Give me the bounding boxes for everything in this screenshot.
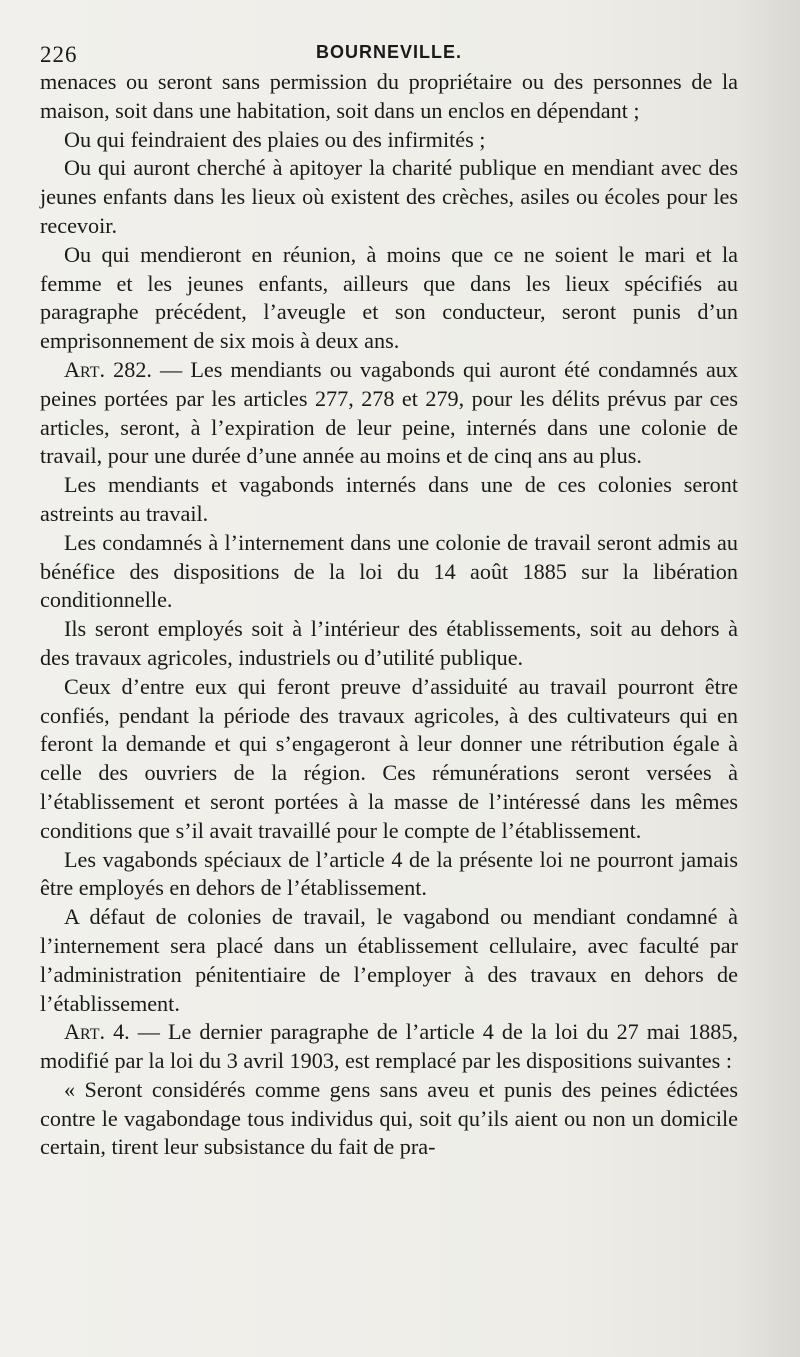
paragraph (40, 154, 738, 240)
paragraph (40, 673, 738, 846)
paragraph-text: menaces ou seront sans permission du propriétaire ou des personnes de la maison, soit dans une habitation, soit dans un enclos en dépendant ; (40, 69, 738, 123)
paragraph-text: Ceux d’entre eux qui feront preuve d’assiduité au travail pourront être confiés, pendant la période des travaux agricoles, à des cultivateurs qui en feront la demande et qui s’engageront à leur donner une rétribution égale à celle des ouvriers de la région. Ces rémunérations seront versées à l’établissement et seront portées à la masse de l’intéressé dans les mêmes conditions que s’il avait travaillé pour le compte de l’établissement. (40, 673, 738, 843)
paragraph (40, 529, 738, 615)
paragraph (40, 615, 738, 673)
paragraph-text: A défaut de colonies de travail, le vagabond ou mendiant condamné à l’internement sera placé dans un établissement cellulaire, avec faculté par l’administration pénitentiaire de l’employer à des travaux en dehors de l’établissement. (40, 904, 738, 1016)
paragraph (40, 1018, 738, 1076)
paragraph-text: Ils seront employés soit à l’intérieur des établissements, soit au dehors à des travaux agricoles, industriels ou d’utilité publique. (40, 616, 738, 670)
article-label: Art. 282. (64, 356, 152, 382)
running-head: BOURNEVILLE. (315, 42, 462, 62)
paragraph-text: Les vagabonds spéciaux de l’article 4 de la présente loi ne pourront jamais être employés en dehors de l’établissement. (40, 846, 738, 901)
page-number: 226 (40, 42, 78, 67)
paragraph-text: — Le dernier paragraphe de l’article 4 de la loi du 27 mai 1885, modifié par la loi du 3 avril 1903, est remplacé par les dispositions suivantes : (40, 1019, 738, 1074)
paragraph (40, 846, 738, 904)
paragraph (40, 471, 738, 529)
paragraph-text: Ou qui feindraient des plaies ou des infirmités ; (64, 126, 486, 152)
paragraph (40, 241, 738, 356)
paragraph-text: — Les mendiants ou vagabonds qui auront été condamnés aux peines portées par les articles 277, 278 et 279, pour les délits prévus par ces articles, seront, à l’expiration de leur peine, internés dans une colonie de travail, pour une durée d’une année au moins et de cinq ans au plus. (40, 356, 738, 469)
paragraph (40, 1076, 738, 1162)
paragraph-text: « Seront considérés comme gens sans aveu et punis des peines édictées contre le vagabondage tous individus qui, soit qu’ils aient ou non un domicile certain, tirent leur subsistance du fait de pra- (40, 1076, 738, 1160)
article-label: Art. 4. (64, 1019, 130, 1045)
paragraph (40, 126, 738, 155)
paragraph-text: Les condamnés à l’internement dans une colonie de travail seront admis au bénéfice des dispositions de la loi du 14 août 1885 sur la libération conditionnelle. (40, 529, 738, 613)
paragraph-text: Ou qui mendieront en réunion, à moins que ce ne soient le mari et la femme et les jeunes enfants, ailleurs que dans les lieux spécifiés au paragraphe précédent, l’aveugle et son conducteur, seront punis d’un emprisonnement de six mois à deux ans. (40, 241, 738, 354)
body-text (40, 68, 738, 1162)
paragraph-text: Ou qui auront cherché à apitoyer la charité publique en mendiant avec des jeunes enfants dans les lieux où existent des crèches, asiles ou écoles pour les recevoir. (40, 155, 738, 238)
page-header (40, 30, 738, 68)
paragraph (40, 903, 738, 1018)
paragraph (40, 356, 738, 471)
paragraph (40, 68, 738, 126)
paragraph-text: Les mendiants et vagabonds internés dans une de ces colonies seront astreints au travail. (40, 472, 738, 526)
